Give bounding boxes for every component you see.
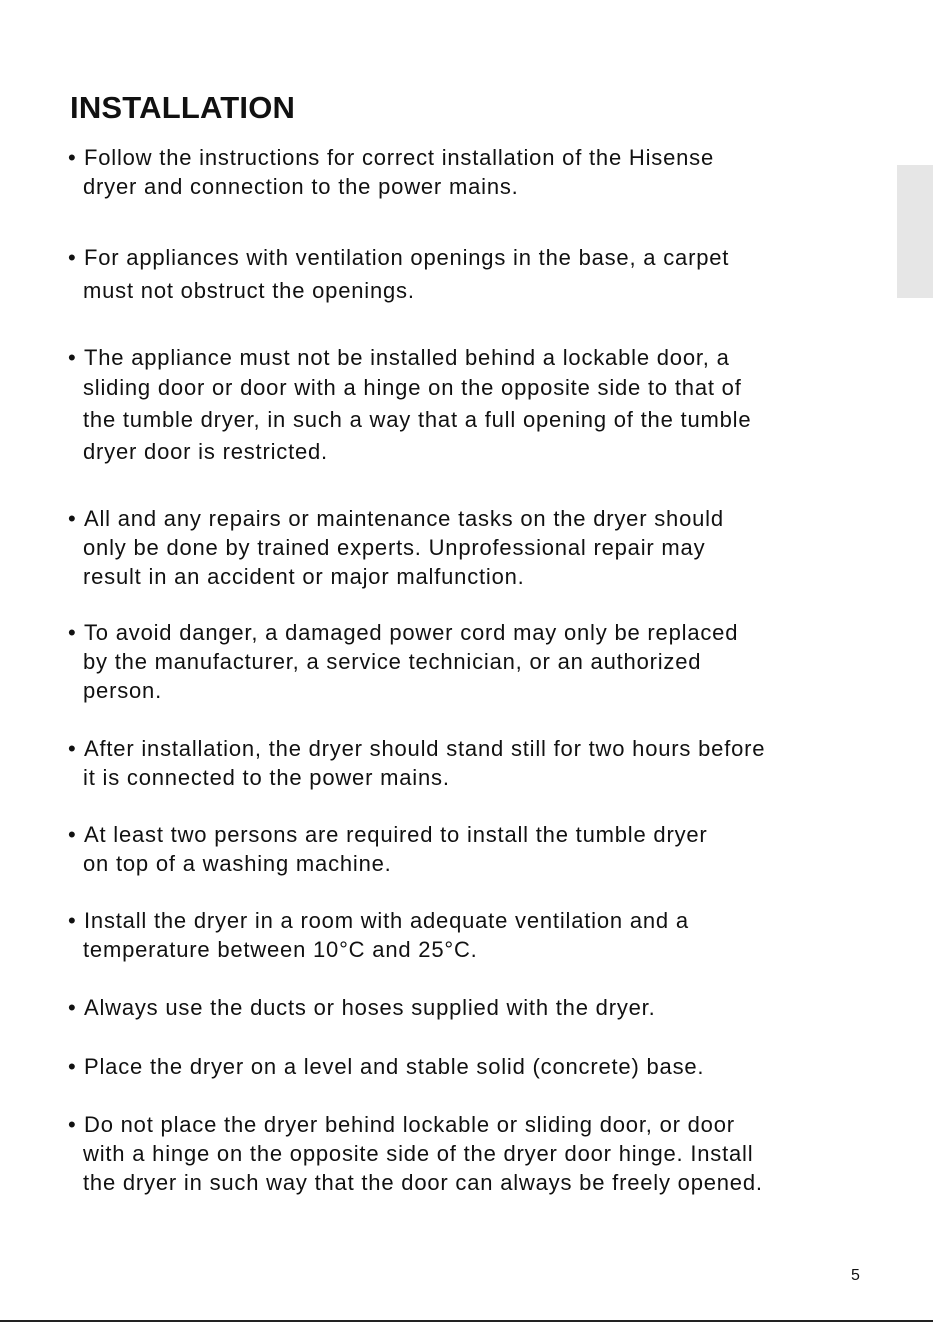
bullet-item — [68, 143, 888, 201]
page-title: INSTALLATION — [70, 90, 296, 125]
bullet-line — [68, 906, 888, 935]
bullet-line: the dryer in such way that the door can always be freely opened. — [83, 1170, 763, 1195]
bullet-item — [68, 1110, 888, 1197]
bullet-icon: • — [68, 620, 77, 645]
bullet-text: Follow the instructions for correct installation of the Hisense — [84, 145, 714, 170]
side-tab — [897, 165, 933, 298]
bullet-line: only be done by trained experts. Unprofessional repair may — [83, 535, 706, 560]
bullet-line: on top of a washing machine. — [83, 851, 392, 876]
bullet-text: Install the dryer in a room with adequate ventilation and a — [84, 908, 689, 933]
bullet-line: must not obstruct the openings. — [83, 278, 415, 303]
bullet-text: For appliances with ventilation openings in the base, a carpet — [84, 245, 730, 270]
bullet-item — [68, 906, 888, 964]
bullet-item — [68, 618, 888, 705]
bullet-icon: • — [68, 822, 77, 847]
bullet-line — [68, 734, 888, 763]
bullet-line: by the manufacturer, a service technician, or an authorized — [83, 649, 702, 674]
bullet-line — [68, 993, 888, 1022]
bullet-line — [68, 820, 888, 849]
bullet-text: The appliance must not be installed behind a lockable door, a — [84, 345, 730, 370]
bullet-item — [68, 343, 888, 466]
bullet-line: sliding door or door with a hinge on the opposite side to that of — [83, 375, 742, 400]
bullet-icon: • — [68, 1054, 77, 1079]
bullet-icon: • — [68, 1112, 77, 1137]
bullet-text: Do not place the dryer behind lockable or sliding door, or door — [84, 1112, 735, 1137]
bullet-line: dryer and connection to the power mains. — [83, 174, 519, 199]
bullet-line — [68, 504, 888, 533]
page-number: 5 — [851, 1267, 860, 1284]
bullet-line: with a hinge on the opposite side of the dryer door hinge. Install — [83, 1141, 754, 1166]
bullet-line: dryer door is restricted. — [83, 439, 328, 464]
bullet-line: result in an accident or major malfunction. — [83, 564, 525, 589]
bullet-line: the tumble dryer, in such a way that a full opening of the tumble — [83, 407, 752, 432]
bullet-line: person. — [83, 678, 162, 703]
bullet-line: it is connected to the power mains. — [83, 765, 450, 790]
bullet-text: Place the dryer on a level and stable solid (concrete) base. — [84, 1054, 705, 1079]
bullet-item — [68, 1052, 888, 1081]
bullet-line — [68, 1110, 888, 1139]
bullet-icon: • — [68, 145, 77, 170]
bullet-icon: • — [68, 736, 77, 761]
bullet-line — [68, 1052, 888, 1081]
bullet-icon: • — [68, 345, 77, 370]
bullet-line — [68, 143, 888, 172]
bullet-text: All and any repairs or maintenance tasks on the dryer should — [84, 506, 724, 531]
bullet-item — [68, 993, 888, 1022]
bullet-line: temperature between 10°C and 25°C. — [83, 937, 478, 962]
bullet-text: Always use the ducts or hoses supplied with the dryer. — [84, 995, 656, 1020]
bullet-text: After installation, the dryer should stand still for two hours before — [84, 736, 766, 761]
bullet-icon: • — [68, 908, 77, 933]
bullet-icon: • — [68, 995, 77, 1020]
bottom-rule — [0, 1320, 933, 1322]
bullet-text: To avoid danger, a damaged power cord may only be replaced — [84, 620, 739, 645]
bullet-text: At least two persons are required to install the tumble dryer — [84, 822, 708, 847]
bullet-item — [68, 734, 888, 792]
bullet-icon: • — [68, 245, 77, 270]
bullet-item — [68, 820, 888, 878]
bullet-icon: • — [68, 506, 77, 531]
bullet-item — [68, 504, 888, 591]
bullet-line — [68, 343, 888, 372]
bullet-item — [68, 243, 888, 305]
bullet-line — [68, 618, 888, 647]
bullet-line — [68, 243, 888, 272]
